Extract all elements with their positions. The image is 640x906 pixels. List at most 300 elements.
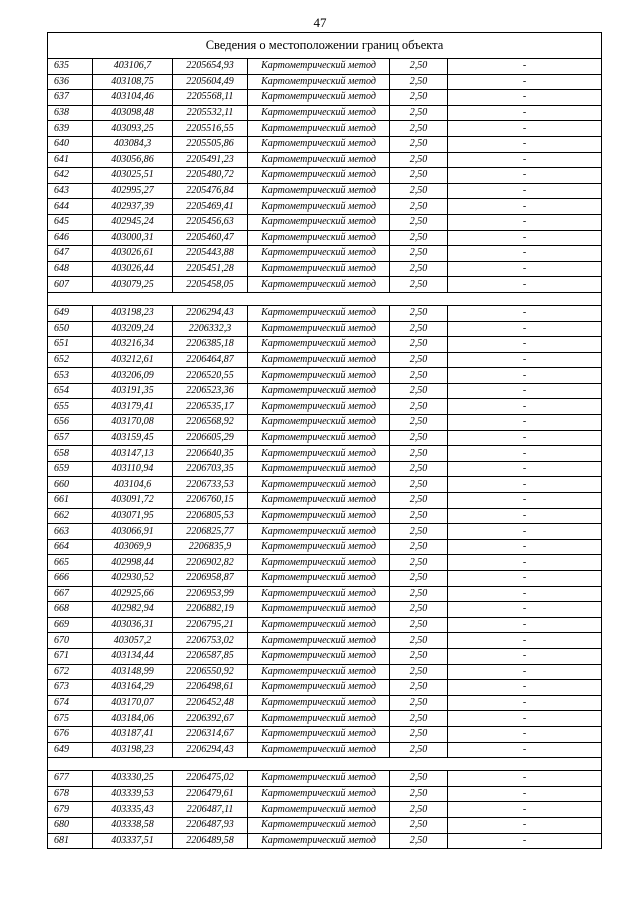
point-number-cell: 641 <box>48 152 93 168</box>
table-row <box>48 352 602 368</box>
accuracy-cell: 2,50 <box>390 121 448 137</box>
description-cell: - <box>448 183 602 199</box>
description-cell: - <box>448 461 602 477</box>
x-coordinate-cell: 402937,39 <box>93 199 173 215</box>
point-number-cell: 654 <box>48 383 93 399</box>
method-cell: Картометрический метод <box>248 352 390 368</box>
x-coordinate-cell: 402998,44 <box>93 555 173 571</box>
table-row <box>48 230 602 246</box>
table-row <box>48 277 602 293</box>
x-coordinate-cell: 403187,41 <box>93 726 173 742</box>
method-cell: Картометрический метод <box>248 508 390 524</box>
table-row <box>48 399 602 415</box>
y-coordinate-cell: 2206587,85 <box>173 648 248 664</box>
x-coordinate-cell: 403179,41 <box>93 399 173 415</box>
description-cell: - <box>448 214 602 230</box>
description-cell: - <box>448 817 602 833</box>
accuracy-cell: 2,50 <box>390 59 448 75</box>
point-number-cell: 657 <box>48 430 93 446</box>
x-coordinate-cell: 403084,3 <box>93 136 173 152</box>
table-row <box>48 571 602 587</box>
y-coordinate-cell: 2206795,21 <box>173 617 248 633</box>
point-number-cell: 663 <box>48 524 93 540</box>
point-number-cell: 646 <box>48 230 93 246</box>
method-cell: Картометрический метод <box>248 817 390 833</box>
x-coordinate-cell: 403066,91 <box>93 524 173 540</box>
description-cell: - <box>448 136 602 152</box>
description-cell: - <box>448 59 602 75</box>
point-number-cell: 649 <box>48 742 93 758</box>
accuracy-cell: 2,50 <box>390 383 448 399</box>
accuracy-cell: 2,50 <box>390 168 448 184</box>
x-coordinate-cell: 403170,08 <box>93 415 173 431</box>
point-number-cell: 642 <box>48 168 93 184</box>
x-coordinate-cell: 403198,23 <box>93 742 173 758</box>
table-row <box>48 633 602 649</box>
table-row <box>48 680 602 696</box>
method-cell: Картометрический метод <box>248 199 390 215</box>
method-cell: Картометрический метод <box>248 152 390 168</box>
method-cell: Картометрический метод <box>248 277 390 293</box>
y-coordinate-cell: 2206640,35 <box>173 446 248 462</box>
x-coordinate-cell: 402930,52 <box>93 571 173 587</box>
accuracy-cell: 2,50 <box>390 321 448 337</box>
description-cell: - <box>448 415 602 431</box>
table-row <box>48 726 602 742</box>
x-coordinate-cell: 403159,45 <box>93 430 173 446</box>
y-coordinate-cell: 2205476,84 <box>173 183 248 199</box>
y-coordinate-cell: 2206733,53 <box>173 477 248 493</box>
method-cell: Картометрический метод <box>248 105 390 121</box>
accuracy-cell: 2,50 <box>390 183 448 199</box>
method-cell: Картометрический метод <box>248 524 390 540</box>
table-row <box>48 337 602 353</box>
description-cell: - <box>448 633 602 649</box>
description-cell: - <box>448 168 602 184</box>
method-cell: Картометрический метод <box>248 477 390 493</box>
point-number-cell: 658 <box>48 446 93 462</box>
table-row <box>48 771 602 787</box>
description-cell: - <box>448 446 602 462</box>
y-coordinate-cell: 2206902,82 <box>173 555 248 571</box>
accuracy-cell: 2,50 <box>390 352 448 368</box>
method-cell: Картометрический метод <box>248 742 390 758</box>
x-coordinate-cell: 403036,31 <box>93 617 173 633</box>
table-row <box>48 817 602 833</box>
y-coordinate-cell: 2205505,86 <box>173 136 248 152</box>
point-number-cell: 667 <box>48 586 93 602</box>
table-row <box>48 602 602 618</box>
point-number-cell: 676 <box>48 726 93 742</box>
table-row <box>48 305 602 321</box>
table-row <box>48 415 602 431</box>
point-number-cell: 652 <box>48 352 93 368</box>
y-coordinate-cell: 2205516,55 <box>173 121 248 137</box>
y-coordinate-cell: 2205654,93 <box>173 59 248 75</box>
y-coordinate-cell: 2205480,72 <box>173 168 248 184</box>
point-number-cell: 681 <box>48 833 93 849</box>
x-coordinate-cell: 403108,75 <box>93 74 173 90</box>
description-cell: - <box>448 680 602 696</box>
y-coordinate-cell: 2206760,15 <box>173 493 248 509</box>
y-coordinate-cell: 2205532,11 <box>173 105 248 121</box>
y-coordinate-cell: 2206498,61 <box>173 680 248 696</box>
point-number-cell: 662 <box>48 508 93 524</box>
table-row <box>48 383 602 399</box>
y-coordinate-cell: 2206452,48 <box>173 695 248 711</box>
group-separator-row <box>48 292 602 305</box>
x-coordinate-cell: 403164,29 <box>93 680 173 696</box>
y-coordinate-cell: 2206753,02 <box>173 633 248 649</box>
accuracy-cell: 2,50 <box>390 602 448 618</box>
x-coordinate-cell: 403191,35 <box>93 383 173 399</box>
method-cell: Картометрический метод <box>248 493 390 509</box>
method-cell: Картометрический метод <box>248 168 390 184</box>
point-number-cell: 660 <box>48 477 93 493</box>
accuracy-cell: 2,50 <box>390 555 448 571</box>
method-cell: Картометрический метод <box>248 786 390 802</box>
x-coordinate-cell: 403104,6 <box>93 477 173 493</box>
point-number-cell: 649 <box>48 305 93 321</box>
table-row <box>48 461 602 477</box>
y-coordinate-cell: 2206392,67 <box>173 711 248 727</box>
method-cell: Картометрический метод <box>248 214 390 230</box>
group-separator-row <box>48 758 602 771</box>
accuracy-cell: 2,50 <box>390 726 448 742</box>
table-row <box>48 214 602 230</box>
accuracy-cell: 2,50 <box>390 461 448 477</box>
x-coordinate-cell: 403216,34 <box>93 337 173 353</box>
point-number-cell: 670 <box>48 633 93 649</box>
table-row <box>48 802 602 818</box>
method-cell: Картометрический метод <box>248 539 390 555</box>
point-number-cell: 678 <box>48 786 93 802</box>
point-number-cell: 653 <box>48 368 93 384</box>
accuracy-cell: 2,50 <box>390 493 448 509</box>
y-coordinate-cell: 2206535,17 <box>173 399 248 415</box>
point-number-cell: 674 <box>48 695 93 711</box>
table-row <box>48 648 602 664</box>
point-number-cell: 651 <box>48 337 93 353</box>
method-cell: Картометрический метод <box>248 321 390 337</box>
method-cell: Картометрический метод <box>248 430 390 446</box>
x-coordinate-cell: 403069,9 <box>93 539 173 555</box>
point-number-cell: 644 <box>48 199 93 215</box>
point-number-cell: 673 <box>48 680 93 696</box>
method-cell: Картометрический метод <box>248 726 390 742</box>
accuracy-cell: 2,50 <box>390 664 448 680</box>
x-coordinate-cell: 403212,61 <box>93 352 173 368</box>
table-title: Сведения о местоположении границ объекта <box>48 33 602 59</box>
point-number-cell: 643 <box>48 183 93 199</box>
method-cell: Картометрический метод <box>248 695 390 711</box>
y-coordinate-cell: 2206489,58 <box>173 833 248 849</box>
y-coordinate-cell: 2206605,29 <box>173 430 248 446</box>
x-coordinate-cell: 403335,43 <box>93 802 173 818</box>
x-coordinate-cell: 403104,46 <box>93 90 173 106</box>
x-coordinate-cell: 403071,95 <box>93 508 173 524</box>
description-cell: - <box>448 648 602 664</box>
method-cell: Картометрический метод <box>248 617 390 633</box>
y-coordinate-cell: 2206825,77 <box>173 524 248 540</box>
table-row <box>48 477 602 493</box>
description-cell: - <box>448 695 602 711</box>
description-cell: - <box>448 246 602 262</box>
description-cell: - <box>448 261 602 277</box>
description-cell: - <box>448 586 602 602</box>
accuracy-cell: 2,50 <box>390 695 448 711</box>
y-coordinate-cell: 2206568,92 <box>173 415 248 431</box>
y-coordinate-cell: 2205451,28 <box>173 261 248 277</box>
x-coordinate-cell: 403091,72 <box>93 493 173 509</box>
method-cell: Картометрический метод <box>248 246 390 262</box>
accuracy-cell: 2,50 <box>390 539 448 555</box>
accuracy-cell: 2,50 <box>390 277 448 293</box>
point-number-cell: 677 <box>48 771 93 787</box>
y-coordinate-cell: 2206523,36 <box>173 383 248 399</box>
point-number-cell: 666 <box>48 571 93 587</box>
y-coordinate-cell: 2206464,87 <box>173 352 248 368</box>
x-coordinate-cell: 403000,31 <box>93 230 173 246</box>
x-coordinate-cell: 403148,99 <box>93 664 173 680</box>
description-cell: - <box>448 477 602 493</box>
y-coordinate-cell: 2205568,11 <box>173 90 248 106</box>
x-coordinate-cell: 402995,27 <box>93 183 173 199</box>
table-row <box>48 168 602 184</box>
table-row <box>48 742 602 758</box>
y-coordinate-cell: 2205456,63 <box>173 214 248 230</box>
description-cell: - <box>448 571 602 587</box>
x-coordinate-cell: 403098,48 <box>93 105 173 121</box>
method-cell: Картометрический метод <box>248 633 390 649</box>
description-cell: - <box>448 430 602 446</box>
x-coordinate-cell: 403110,94 <box>93 461 173 477</box>
accuracy-cell: 2,50 <box>390 446 448 462</box>
point-number-cell: 638 <box>48 105 93 121</box>
table-row <box>48 152 602 168</box>
accuracy-cell: 2,50 <box>390 261 448 277</box>
table-row <box>48 59 602 75</box>
description-cell: - <box>448 786 602 802</box>
method-cell: Картометрический метод <box>248 261 390 277</box>
method-cell: Картометрический метод <box>248 368 390 384</box>
point-number-cell: 668 <box>48 602 93 618</box>
separator-cell <box>48 292 602 305</box>
point-number-cell: 637 <box>48 90 93 106</box>
description-cell: - <box>448 277 602 293</box>
method-cell: Картометрический метод <box>248 74 390 90</box>
description-cell: - <box>448 524 602 540</box>
accuracy-cell: 2,50 <box>390 305 448 321</box>
table-row <box>48 711 602 727</box>
table-row <box>48 261 602 277</box>
accuracy-cell: 2,50 <box>390 230 448 246</box>
table-title-row <box>48 33 602 59</box>
table-row <box>48 617 602 633</box>
point-number-cell: 640 <box>48 136 93 152</box>
method-cell: Картометрический метод <box>248 648 390 664</box>
accuracy-cell: 2,50 <box>390 368 448 384</box>
method-cell: Картометрический метод <box>248 121 390 137</box>
x-coordinate-cell: 403079,25 <box>93 277 173 293</box>
x-coordinate-cell: 403134,44 <box>93 648 173 664</box>
point-number-cell: 679 <box>48 802 93 818</box>
y-coordinate-cell: 2206332,3 <box>173 321 248 337</box>
y-coordinate-cell: 2206805,53 <box>173 508 248 524</box>
table-row <box>48 508 602 524</box>
point-number-cell: 647 <box>48 246 93 262</box>
description-cell: - <box>448 802 602 818</box>
description-cell: - <box>448 199 602 215</box>
accuracy-cell: 2,50 <box>390 817 448 833</box>
table-row <box>48 321 602 337</box>
accuracy-cell: 2,50 <box>390 711 448 727</box>
x-coordinate-cell: 403198,23 <box>93 305 173 321</box>
description-cell: - <box>448 539 602 555</box>
method-cell: Картометрический метод <box>248 230 390 246</box>
description-cell: - <box>448 493 602 509</box>
description-cell: - <box>448 337 602 353</box>
description-cell: - <box>448 368 602 384</box>
description-cell: - <box>448 152 602 168</box>
accuracy-cell: 2,50 <box>390 508 448 524</box>
y-coordinate-cell: 2206487,93 <box>173 817 248 833</box>
description-cell: - <box>448 121 602 137</box>
method-cell: Картометрический метод <box>248 664 390 680</box>
y-coordinate-cell: 2205469,41 <box>173 199 248 215</box>
method-cell: Картометрический метод <box>248 833 390 849</box>
x-coordinate-cell: 403339,53 <box>93 786 173 802</box>
table-row <box>48 446 602 462</box>
description-cell: - <box>448 352 602 368</box>
description-cell: - <box>448 555 602 571</box>
x-coordinate-cell: 403337,51 <box>93 833 173 849</box>
accuracy-cell: 2,50 <box>390 833 448 849</box>
x-coordinate-cell: 403093,25 <box>93 121 173 137</box>
accuracy-cell: 2,50 <box>390 571 448 587</box>
y-coordinate-cell: 2206703,35 <box>173 461 248 477</box>
description-cell: - <box>448 383 602 399</box>
accuracy-cell: 2,50 <box>390 430 448 446</box>
accuracy-cell: 2,50 <box>390 586 448 602</box>
separator-cell <box>48 758 602 771</box>
table-row <box>48 183 602 199</box>
method-cell: Картометрический метод <box>248 802 390 818</box>
table-row <box>48 430 602 446</box>
y-coordinate-cell: 2206882,19 <box>173 602 248 618</box>
y-coordinate-cell: 2205458,05 <box>173 277 248 293</box>
accuracy-cell: 2,50 <box>390 152 448 168</box>
point-number-cell: 655 <box>48 399 93 415</box>
method-cell: Картометрический метод <box>248 771 390 787</box>
accuracy-cell: 2,50 <box>390 680 448 696</box>
description-cell: - <box>448 508 602 524</box>
table-row <box>48 695 602 711</box>
y-coordinate-cell: 2206475,02 <box>173 771 248 787</box>
point-number-cell: 639 <box>48 121 93 137</box>
table-row <box>48 105 602 121</box>
point-number-cell: 671 <box>48 648 93 664</box>
method-cell: Картометрический метод <box>248 461 390 477</box>
accuracy-cell: 2,50 <box>390 399 448 415</box>
table-row <box>48 524 602 540</box>
accuracy-cell: 2,50 <box>390 633 448 649</box>
description-cell: - <box>448 230 602 246</box>
description-cell: - <box>448 399 602 415</box>
x-coordinate-cell: 403209,24 <box>93 321 173 337</box>
point-number-cell: 672 <box>48 664 93 680</box>
y-coordinate-cell: 2206953,99 <box>173 586 248 602</box>
table-row <box>48 246 602 262</box>
accuracy-cell: 2,50 <box>390 74 448 90</box>
accuracy-cell: 2,50 <box>390 742 448 758</box>
method-cell: Картометрический метод <box>248 90 390 106</box>
y-coordinate-cell: 2206314,67 <box>173 726 248 742</box>
method-cell: Картометрический метод <box>248 337 390 353</box>
description-cell: - <box>448 321 602 337</box>
accuracy-cell: 2,50 <box>390 246 448 262</box>
description-cell: - <box>448 833 602 849</box>
description-cell: - <box>448 617 602 633</box>
accuracy-cell: 2,50 <box>390 415 448 431</box>
x-coordinate-cell: 403025,51 <box>93 168 173 184</box>
accuracy-cell: 2,50 <box>390 90 448 106</box>
point-number-cell: 656 <box>48 415 93 431</box>
description-cell: - <box>448 726 602 742</box>
x-coordinate-cell: 402925,66 <box>93 586 173 602</box>
x-coordinate-cell: 403026,44 <box>93 261 173 277</box>
accuracy-cell: 2,50 <box>390 477 448 493</box>
accuracy-cell: 2,50 <box>390 105 448 121</box>
description-cell: - <box>448 74 602 90</box>
table-row <box>48 833 602 849</box>
table-row <box>48 539 602 555</box>
accuracy-cell: 2,50 <box>390 617 448 633</box>
description-cell: - <box>448 742 602 758</box>
description-cell: - <box>448 105 602 121</box>
description-cell: - <box>448 664 602 680</box>
x-coordinate-cell: 403206,09 <box>93 368 173 384</box>
method-cell: Картометрический метод <box>248 680 390 696</box>
y-coordinate-cell: 2205491,23 <box>173 152 248 168</box>
x-coordinate-cell: 403338,58 <box>93 817 173 833</box>
method-cell: Картометрический метод <box>248 555 390 571</box>
table-row <box>48 121 602 137</box>
method-cell: Картометрический метод <box>248 586 390 602</box>
y-coordinate-cell: 2206520,55 <box>173 368 248 384</box>
description-cell: - <box>448 602 602 618</box>
y-coordinate-cell: 2205460,47 <box>173 230 248 246</box>
description-cell: - <box>448 711 602 727</box>
method-cell: Картометрический метод <box>248 305 390 321</box>
description-cell: - <box>448 771 602 787</box>
accuracy-cell: 2,50 <box>390 214 448 230</box>
method-cell: Картометрический метод <box>248 415 390 431</box>
y-coordinate-cell: 2206550,92 <box>173 664 248 680</box>
table-row <box>48 586 602 602</box>
method-cell: Картометрический метод <box>248 59 390 75</box>
x-coordinate-cell: 402945,24 <box>93 214 173 230</box>
y-coordinate-cell: 2205604,49 <box>173 74 248 90</box>
point-number-cell: 665 <box>48 555 93 571</box>
method-cell: Картометрический метод <box>248 136 390 152</box>
y-coordinate-cell: 2206487,11 <box>173 802 248 818</box>
accuracy-cell: 2,50 <box>390 337 448 353</box>
point-number-cell: 659 <box>48 461 93 477</box>
table-row <box>48 368 602 384</box>
point-number-cell: 680 <box>48 817 93 833</box>
x-coordinate-cell: 403057,2 <box>93 633 173 649</box>
